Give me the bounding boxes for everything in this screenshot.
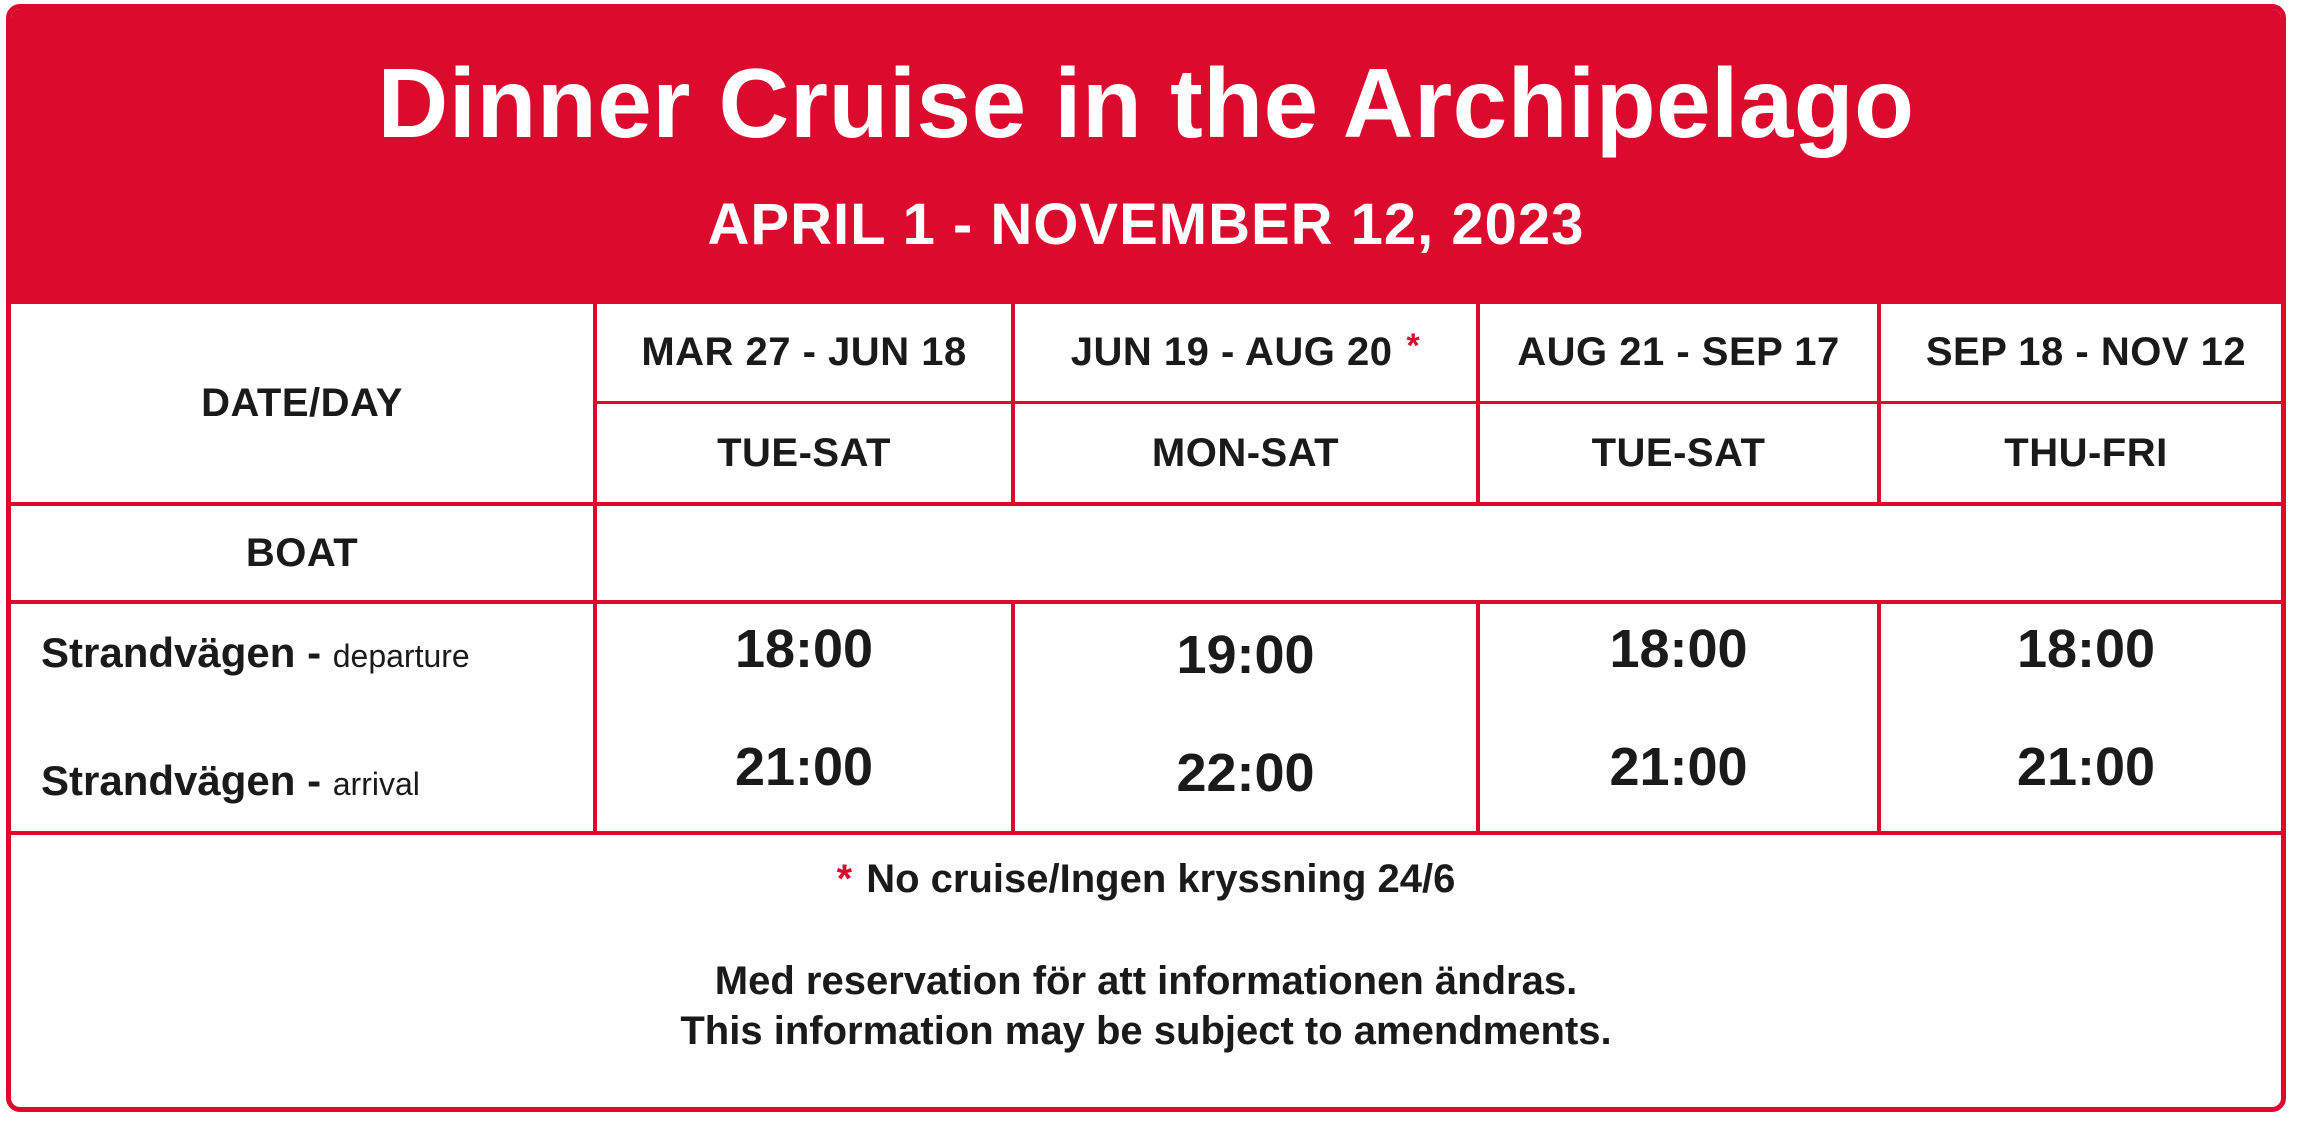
disclaimer-english: This information may be subject to amendments. xyxy=(680,1009,1612,1053)
departure-separator: - xyxy=(295,629,333,676)
departure-type: departure xyxy=(332,638,470,674)
period-1-departure-time: 18:00 xyxy=(734,619,874,679)
period-4-days: THU-FRI xyxy=(2004,430,2168,475)
period-3-days: TUE-SAT xyxy=(1591,430,1766,475)
departure-row-label xyxy=(41,629,470,677)
grid-line xyxy=(11,831,2281,835)
period-2-dates: JUN 19 - AUG 20 xyxy=(1070,330,1393,374)
arrival-separator: - xyxy=(295,757,333,804)
schedule-card xyxy=(6,4,2286,1112)
period-3-departure-time: 18:00 xyxy=(1609,619,1748,679)
date-day-label: DATE/DAY xyxy=(201,380,403,425)
period-2-days: MON-SAT xyxy=(1151,430,1340,475)
period-1-dates: MAR 27 - JUN 18 xyxy=(641,330,967,374)
arrival-place: Strandvägen xyxy=(41,757,296,804)
period-2-departure-time: 19:00 xyxy=(1176,625,1315,685)
no-cruise-note xyxy=(11,857,2281,902)
boat-label: BOAT xyxy=(245,530,359,575)
disclaimer-swedish: Med reservation för att informationen ändras. xyxy=(714,959,1578,1003)
asterisk-mark: * xyxy=(1406,327,1421,365)
period-3-arrival-time: 21:00 xyxy=(1609,737,1748,797)
period-3-dates: AUG 21 - SEP 17 xyxy=(1517,330,1840,374)
period-4-dates: SEP 18 - NOV 12 xyxy=(1925,330,2247,374)
grid-line xyxy=(11,600,2281,604)
page-title: Dinner Cruise in the Archipelago xyxy=(377,48,1915,158)
period-2-arrival-time: 22:00 xyxy=(1176,743,1315,803)
departure-place: Strandvägen xyxy=(41,629,296,676)
arrival-row-label xyxy=(41,757,420,805)
note-asterisk: * xyxy=(836,857,853,901)
period-2-dates-cell xyxy=(1015,304,1476,401)
period-4-arrival-time: 21:00 xyxy=(2016,737,2156,797)
no-cruise-text: No cruise/Ingen kryssning 24/6 xyxy=(866,857,1456,901)
period-1-arrival-time: 21:00 xyxy=(734,737,874,797)
period-1-days: TUE-SAT xyxy=(717,430,891,475)
period-4-departure-time: 18:00 xyxy=(2016,619,2156,679)
date-range-subtitle: APRIL 1 - NOVEMBER 12, 2023 xyxy=(707,192,1585,257)
header-banner xyxy=(11,9,2281,304)
arrival-type: arrival xyxy=(332,766,420,802)
